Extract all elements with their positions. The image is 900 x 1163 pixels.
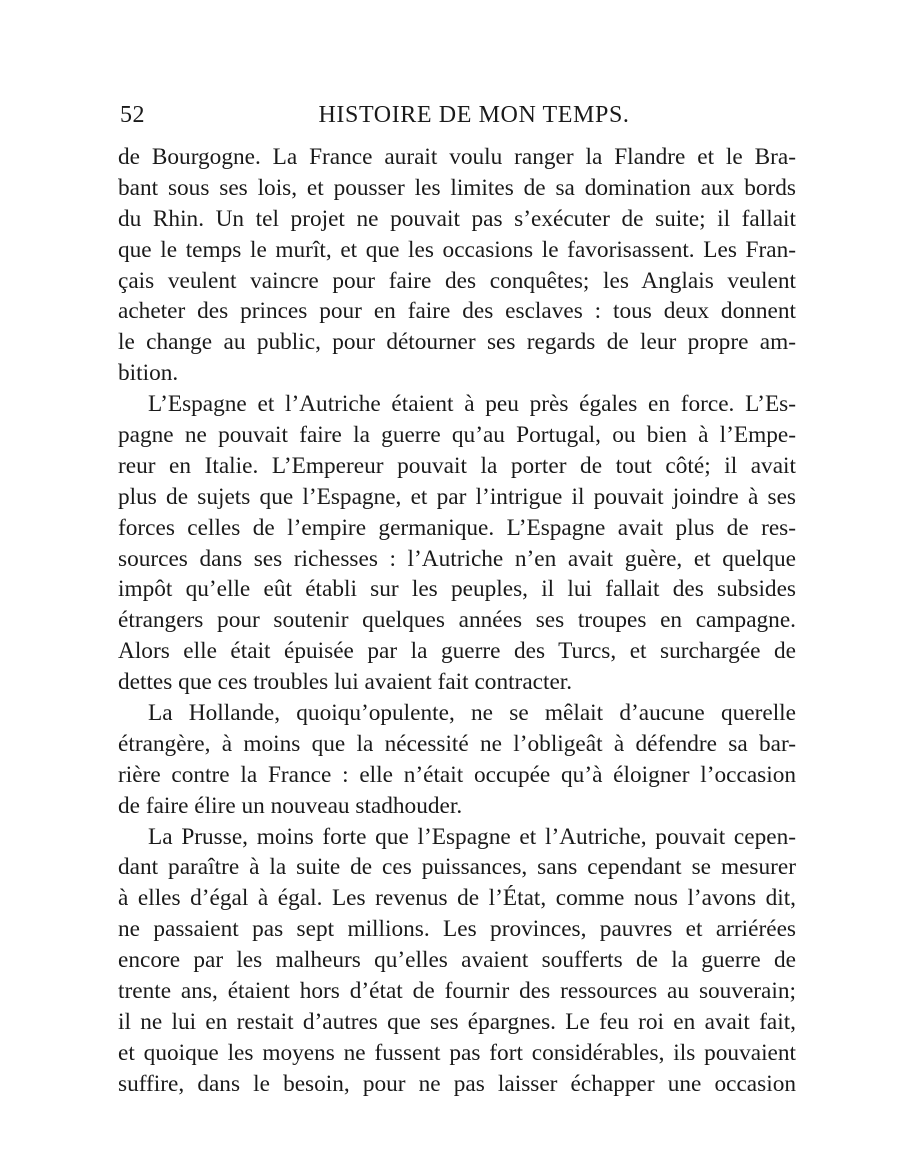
- text-line: dant paraître à la suite de ces puissances, sans cependant se mesurer: [118, 854, 796, 881]
- text-line: trente ans, étaient hors d’état de fournir des ressources au souverain;: [118, 978, 796, 1005]
- text-line: encore par les malheurs qu’elles avaient soufferts de la guerre de: [118, 947, 796, 974]
- text-line: pagne ne pouvait faire la guerre qu’au Portugal, ou bien à l’Empe-: [118, 422, 796, 449]
- text-line: de Bourgogne. La France aurait voulu ranger la Flandre et le Bra-: [118, 144, 796, 170]
- text-line: étrangers pour soutenir quelques années ses troupes en campagne.: [118, 607, 796, 634]
- text-line: le change au public, pour détourner ses regards de leur propre am-: [118, 329, 796, 356]
- text-line: La Prusse, moins forte que l’Espagne et l’Autriche, pouvait cepen-: [148, 823, 796, 850]
- text-line: Alors elle était épuisée par la guerre des Turcs, et surchargée de: [118, 638, 796, 665]
- text-line: çais veulent vaincre pour faire des conquêtes; les Anglais veulent: [118, 267, 796, 294]
- running-title: HISTOIRE DE MON TEMPS.: [318, 102, 630, 128]
- text-line: La Hollande, quoiqu’opulente, ne se mêlait d’aucune querelle: [148, 700, 796, 727]
- body-text: [118, 142, 796, 1100]
- text-line: à elles d’égal à égal. Les revenus de l’État, comme nous l’avons dit,: [118, 885, 796, 912]
- text-line: reur en Italie. L’Empereur pouvait la porter de tout côté; il avait: [118, 452, 796, 479]
- text-line: bant sous ses lois, et pousser les limites de sa domination aux bords: [118, 174, 796, 201]
- text-line: il ne lui en restait d’autres que ses épargnes. Le feu roi en avait fait,: [118, 1008, 796, 1035]
- text-line: de faire élire un nouveau stadhouder.: [118, 792, 463, 819]
- text-line: rière contre la France : elle n’était occupée qu’à éloigner l’occasion: [118, 761, 796, 788]
- text-line: bition.: [118, 360, 179, 387]
- text-line: forces celles de l’empire germanique. L’Espagne avait plus de res-: [118, 514, 796, 541]
- text-line: sources dans ses richesses : l’Autriche n’en avait guère, et quelque: [118, 545, 796, 572]
- text-line: étrangère, à moins que la nécessité ne l’obligeât à défendre sa bar-: [118, 730, 796, 757]
- text-line: acheter des princes pour en faire des esclaves : tous deux donnent: [118, 298, 796, 325]
- text-line: du Rhin. Un tel projet ne pouvait pas s’exécuter de suite; il fallait: [118, 205, 796, 232]
- text-line: dettes que ces troubles lui avaient fait contracter.: [118, 669, 573, 696]
- text-line: ne passaient pas sept millions. Les provinces, pauvres et arriérées: [118, 916, 796, 943]
- text-line: impôt qu’elle eût établi sur les peuples, il lui fallait des subsides: [118, 576, 796, 603]
- page-number: 52: [120, 102, 145, 128]
- text-line: que le temps le murît, et que les occasions le favorisassent. Les Fran-: [118, 236, 796, 263]
- text-line: et quoique les moyens ne fussent pas fort considérables, ils pouvaient: [118, 1039, 796, 1066]
- text-line: L’Espagne et l’Autriche étaient à peu près égales en force. L’Es-: [148, 391, 796, 418]
- page-header: [116, 100, 796, 134]
- text-line: suffire, dans le besoin, pour ne pas laisser échapper une occasion: [118, 1070, 796, 1097]
- text-line: plus de sujets que l’Espagne, et par l’intrigue il pouvait joindre à ses: [118, 483, 796, 510]
